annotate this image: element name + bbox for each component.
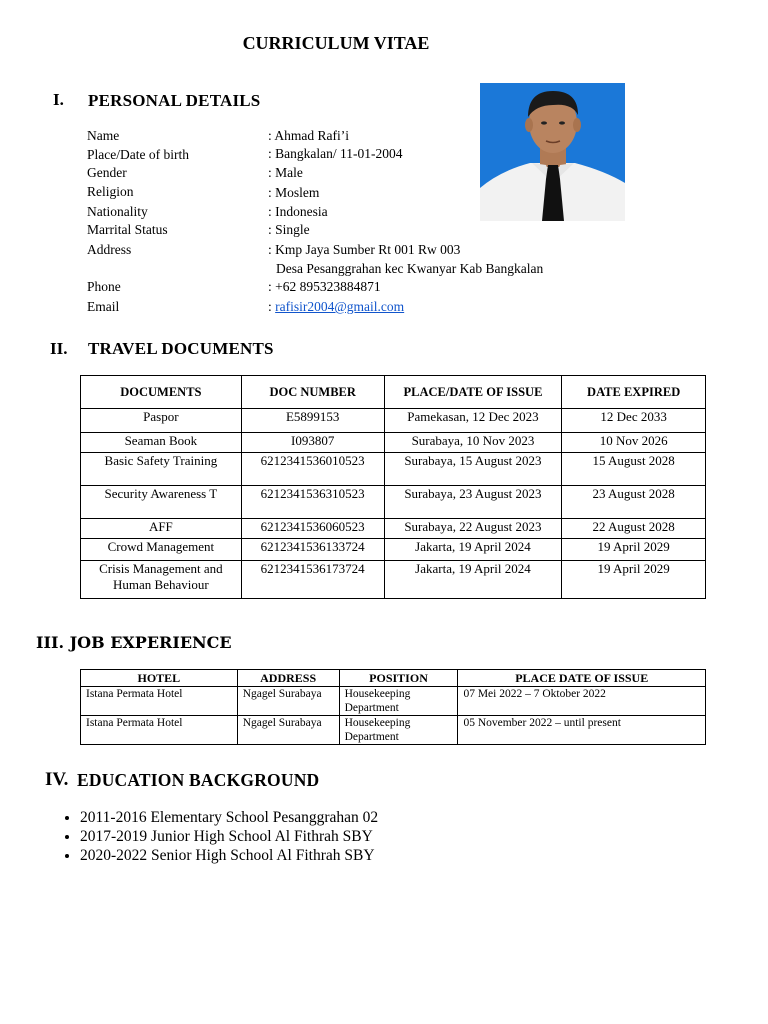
table-cell: Crisis Management and Human Behaviour — [81, 561, 242, 599]
name-value: : Ahmad Rafi’i — [268, 128, 349, 143]
table-cell: I093807 — [241, 433, 384, 453]
nationality-value: : Indonesia — [268, 204, 328, 219]
table-row — [81, 687, 706, 716]
marital-status-value: : Single — [268, 222, 310, 237]
section-title-job: III. JOB EXPERIENCE — [36, 633, 232, 652]
column-header: PLACE/DATE OF ISSUE — [384, 376, 562, 409]
table-row — [81, 716, 706, 745]
table-cell: Ngagel Surabaya — [237, 716, 339, 745]
table-cell: Housekeeping Department — [339, 687, 458, 716]
list-item: • 2020-2022 Senior High School Al Fithrah SBY — [80, 846, 378, 865]
section-title-travel: TRAVEL DOCUMENTS — [88, 339, 274, 358]
table-cell: 6212341536010523 — [241, 453, 384, 486]
column-header: ADDRESS — [237, 670, 339, 687]
address-value: : Kmp Jaya Sumber Rt 001 Rw 003 — [268, 242, 461, 257]
table-cell: 05 November 2022 – until present — [458, 716, 706, 745]
section-title-education: EDUCATION BACKGROUND — [77, 770, 320, 790]
table-cell: Ngagel Surabaya — [237, 687, 339, 716]
marital-status-label: Marrital Status — [87, 222, 168, 237]
table-row — [81, 409, 706, 433]
section-number-personal: I. — [53, 90, 64, 109]
table-cell: Istana Permata Hotel — [81, 687, 238, 716]
table-cell: 6212341536133724 — [241, 539, 384, 561]
email-link[interactable]: rafisir2004@gmail.com — [275, 299, 405, 314]
table-cell: Surabaya, 23 August 2023 — [384, 486, 562, 519]
table-cell: 15 August 2028 — [562, 453, 706, 486]
table-cell: 6212341536310523 — [241, 486, 384, 519]
email-prefix: : — [268, 299, 276, 314]
table-cell: 22 August 2028 — [562, 519, 706, 539]
religion-label: Religion — [87, 184, 134, 199]
job-experience-table — [80, 669, 706, 745]
address-label: Address — [87, 242, 132, 257]
table-cell: 10 Nov 2026 — [562, 433, 706, 453]
list-item: • 2011-2016 Elementary School Pesanggrahan 02 — [80, 808, 378, 827]
table-cell: AFF — [81, 519, 242, 539]
birth-value: : Bangkalan/ 11-01-2004 — [268, 146, 403, 161]
table-cell: Paspor — [81, 409, 242, 433]
table-cell: 6212341536060523 — [241, 519, 384, 539]
table-cell: 19 April 2029 — [562, 539, 706, 561]
profile-photo — [480, 83, 625, 221]
document-title: CURRICULUM VITAE — [242, 33, 430, 53]
nationality-label: Nationality — [87, 204, 148, 219]
table-cell: Istana Permata Hotel — [81, 716, 238, 745]
table-row — [81, 433, 706, 453]
table-cell: 23 August 2028 — [562, 486, 706, 519]
phone-value: : +62 895323884871 — [268, 279, 381, 294]
column-header: PLACE DATE OF ISSUE — [458, 670, 706, 687]
table-row — [81, 539, 706, 561]
section-number-education: IV. — [45, 769, 69, 790]
table-cell: Housekeeping Department — [339, 716, 458, 745]
column-header: POSITION — [339, 670, 458, 687]
section-number-travel: II. — [50, 339, 68, 358]
table-cell: Surabaya, 22 August 2023 — [384, 519, 562, 539]
table-row — [81, 453, 706, 486]
table-cell: Jakarta, 19 April 2024 — [384, 561, 562, 599]
table-cell: Security Awareness T — [81, 486, 242, 519]
table-cell: Surabaya, 10 Nov 2023 — [384, 433, 562, 453]
table-row — [81, 519, 706, 539]
email-label: Email — [87, 299, 120, 314]
table-cell: Seaman Book — [81, 433, 242, 453]
table-row — [81, 561, 706, 599]
column-header: DOC NUMBER — [241, 376, 384, 409]
section-title-personal: PERSONAL DETAILS — [88, 91, 261, 110]
gender-value: : Male — [268, 165, 303, 180]
list-item: • 2017-2019 Junior High School Al Fithrah SBY — [80, 827, 378, 846]
birth-label: Place/Date of birth — [87, 147, 189, 162]
table-header-row — [81, 670, 706, 687]
table-cell: Basic Safety Training — [81, 453, 242, 486]
table-cell: 6212341536173724 — [241, 561, 384, 599]
table-cell: E5899153 — [241, 409, 384, 433]
education-list — [60, 808, 378, 865]
table-cell: Jakarta, 19 April 2024 — [384, 539, 562, 561]
address-value-line2: Desa Pesanggrahan kec Kwanyar Kab Bangkalan — [276, 261, 544, 276]
gender-label: Gender — [87, 165, 127, 180]
travel-documents-table — [80, 375, 706, 599]
table-cell: Surabaya, 15 August 2023 — [384, 453, 562, 486]
table-cell: Crowd Management — [81, 539, 242, 561]
name-label: Name — [87, 128, 120, 143]
column-header: DOCUMENTS — [81, 376, 242, 409]
column-header: HOTEL — [81, 670, 238, 687]
table-header-row — [81, 376, 706, 409]
email-value — [268, 299, 404, 315]
column-header: DATE EXPIRED — [562, 376, 706, 409]
phone-label: Phone — [87, 279, 121, 294]
table-cell: 19 April 2029 — [562, 561, 706, 599]
table-cell: 07 Mei 2022 – 7 Oktober 2022 — [458, 687, 706, 716]
table-cell: Pamekasan, 12 Dec 2023 — [384, 409, 562, 433]
table-cell: 12 Dec 2033 — [562, 409, 706, 433]
table-row — [81, 486, 706, 519]
religion-value: : Moslem — [268, 185, 320, 200]
